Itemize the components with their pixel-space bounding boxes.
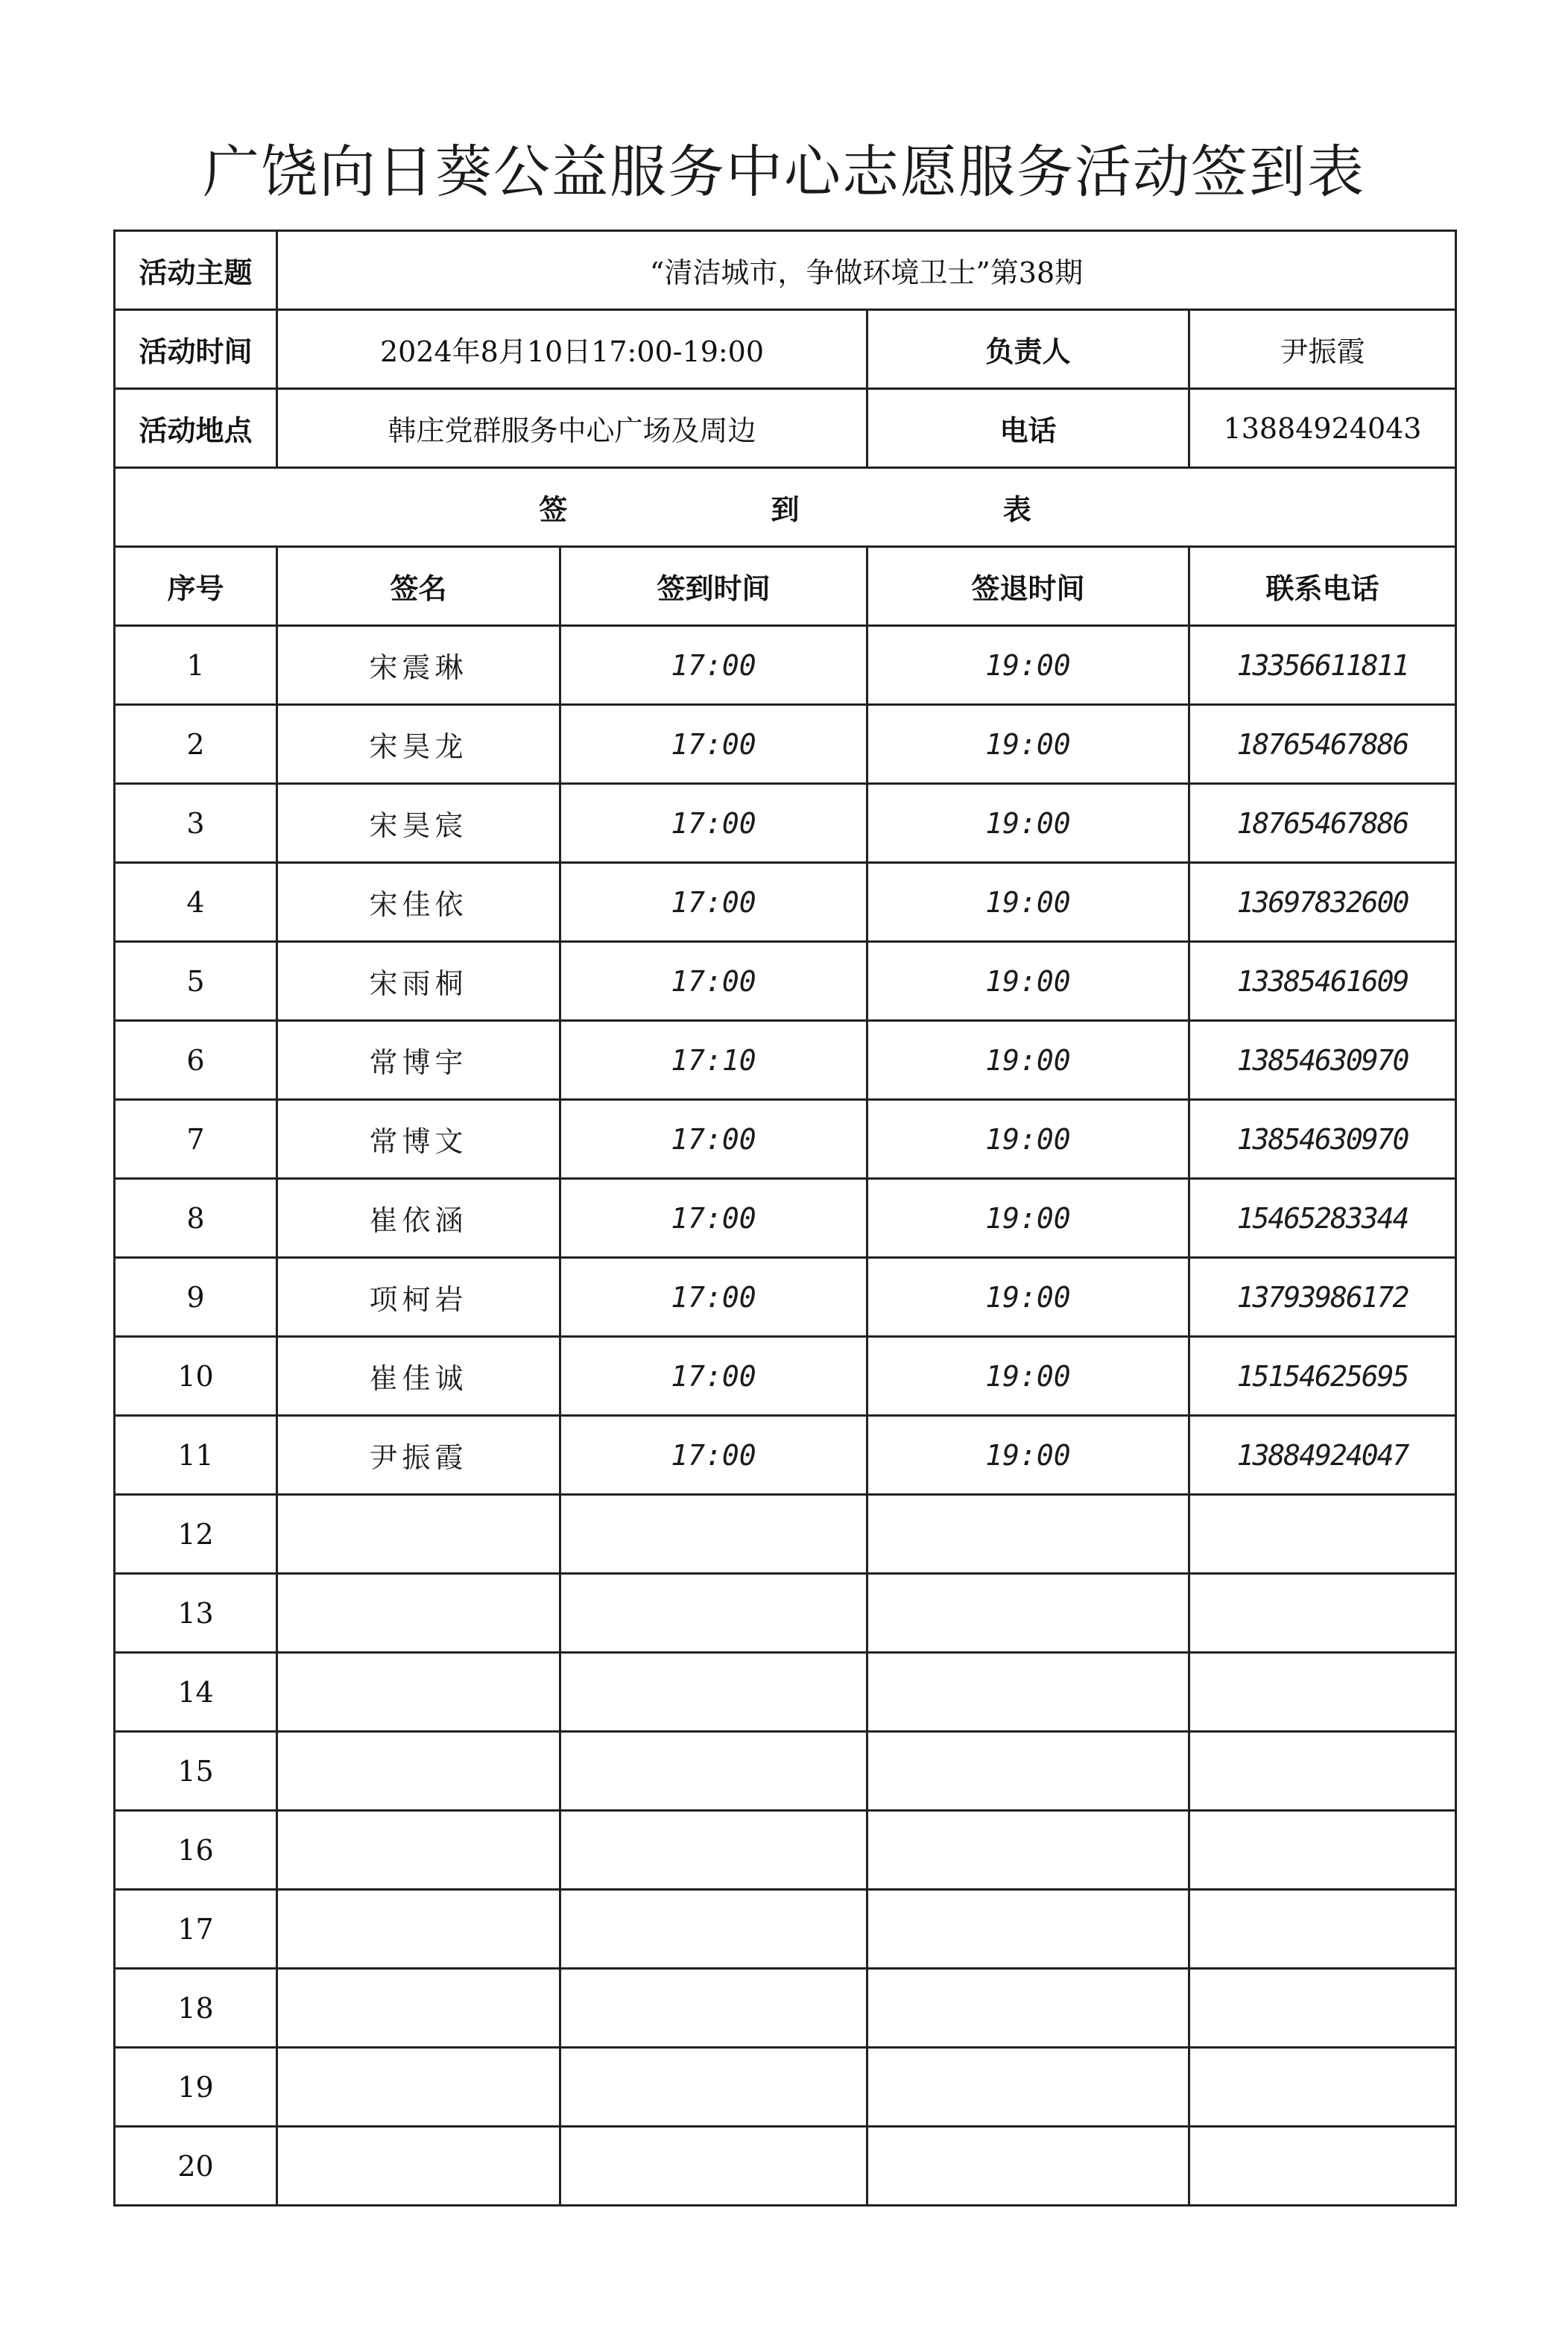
info-row-theme — [115, 231, 1456, 310]
signature — [277, 2127, 560, 2206]
section-title-char-2: 到 — [771, 493, 800, 526]
row-number: 13 — [115, 1574, 277, 1653]
contact-phone: 13356611811 — [1189, 626, 1456, 705]
phone-label: 电话 — [867, 389, 1189, 468]
sign-in-time: 17:00 — [560, 784, 867, 863]
contact-phone — [1189, 2048, 1456, 2127]
sign-in-time: 17:00 — [560, 705, 867, 784]
place-value: 韩庄党群服务中心广场及周边 — [277, 389, 867, 468]
sign-out-time — [867, 2048, 1189, 2127]
time-value: 2024年8月10日17:00-19:00 — [277, 310, 867, 389]
table-row — [115, 1890, 1456, 1969]
row-number: 1 — [115, 626, 277, 705]
signature: 项柯岩 — [277, 1258, 560, 1337]
row-number: 11 — [115, 1416, 277, 1495]
sign-out-time: 19:00 — [867, 705, 1189, 784]
signature — [277, 1890, 560, 1969]
sign-out-time: 19:00 — [867, 1416, 1189, 1495]
signature: 崔佳诚 — [277, 1337, 560, 1416]
row-number: 16 — [115, 1811, 277, 1890]
signature: 宋震琳 — [277, 626, 560, 705]
col-header-phone: 联系电话 — [1189, 547, 1456, 626]
table-row — [115, 942, 1456, 1021]
row-number: 15 — [115, 1732, 277, 1811]
contact-phone: 18765467886 — [1189, 784, 1456, 863]
row-number: 2 — [115, 705, 277, 784]
signature: 宋佳依 — [277, 863, 560, 942]
row-number: 19 — [115, 2048, 277, 2127]
time-label: 活动时间 — [115, 310, 277, 389]
theme-value: “清洁城市，争做环境卫士”第38期 — [277, 231, 1456, 310]
sign-in-time: 17:00 — [560, 626, 867, 705]
table-row — [115, 1495, 1456, 1574]
sign-out-time: 19:00 — [867, 942, 1189, 1021]
sign-out-time — [867, 1732, 1189, 1811]
phone-value: 13884924043 — [1189, 389, 1456, 468]
sign-in-time: 17:00 — [560, 1100, 867, 1179]
section-title-char-3: 表 — [1002, 493, 1031, 526]
contact-phone — [1189, 1811, 1456, 1890]
table-row — [115, 2048, 1456, 2127]
contact-phone: 13697832600 — [1189, 863, 1456, 942]
signature: 常博文 — [277, 1100, 560, 1179]
sign-in-time — [560, 1574, 867, 1653]
sign-out-time: 19:00 — [867, 1021, 1189, 1100]
page-title: 广饶向日葵公益服务中心志愿服务活动签到表 — [203, 139, 1365, 205]
table-row — [115, 1653, 1456, 1732]
table-row — [115, 1021, 1456, 1100]
sign-in-time — [560, 1732, 867, 1811]
table-row — [115, 1574, 1456, 1653]
table-row — [115, 1416, 1456, 1495]
column-header-row — [115, 547, 1456, 626]
sign-in-time: 17:00 — [560, 863, 867, 942]
col-header-name: 签名 — [277, 547, 560, 626]
contact-phone — [1189, 1574, 1456, 1653]
contact-phone: 15154625695 — [1189, 1337, 1456, 1416]
contact-phone — [1189, 2127, 1456, 2206]
signature: 宋昊龙 — [277, 705, 560, 784]
sign-in-time — [560, 1811, 867, 1890]
signature — [277, 1653, 560, 1732]
contact-phone: 13884924047 — [1189, 1416, 1456, 1495]
contact-phone: 13854630970 — [1189, 1021, 1456, 1100]
signature: 宋雨桐 — [277, 942, 560, 1021]
sign-in-table — [113, 230, 1457, 2207]
contact-phone: 18765467886 — [1189, 705, 1456, 784]
sign-out-time — [867, 1811, 1189, 1890]
info-row-time — [115, 310, 1456, 389]
contact-phone — [1189, 1732, 1456, 1811]
contact-phone: 13793986172 — [1189, 1258, 1456, 1337]
row-number: 5 — [115, 942, 277, 1021]
table-row — [115, 1100, 1456, 1179]
col-header-seq: 序号 — [115, 547, 277, 626]
sign-in-time: 17:00 — [560, 942, 867, 1021]
row-number: 7 — [115, 1100, 277, 1179]
theme-label: 活动主题 — [115, 231, 277, 310]
col-header-sign-in: 签到时间 — [560, 547, 867, 626]
row-number: 17 — [115, 1890, 277, 1969]
sign-in-time: 17:00 — [560, 1337, 867, 1416]
sign-out-time: 19:00 — [867, 1258, 1189, 1337]
row-number: 14 — [115, 1653, 277, 1732]
leader-value: 尹振霞 — [1189, 310, 1456, 389]
row-number: 20 — [115, 2127, 277, 2206]
row-number: 4 — [115, 863, 277, 942]
sign-in-time — [560, 1890, 867, 1969]
sign-in-time — [560, 1495, 867, 1574]
table-row — [115, 1179, 1456, 1258]
contact-phone — [1189, 1969, 1456, 2048]
info-row-place — [115, 389, 1456, 468]
table-row — [115, 705, 1456, 784]
sign-out-time — [867, 1574, 1189, 1653]
sign-out-time: 19:00 — [867, 784, 1189, 863]
row-number: 12 — [115, 1495, 277, 1574]
sign-in-time — [560, 1969, 867, 2048]
section-title — [115, 468, 1456, 547]
sign-in-time: 17:10 — [560, 1021, 867, 1100]
signature — [277, 1969, 560, 2048]
signature — [277, 1574, 560, 1653]
sign-in-time: 17:00 — [560, 1179, 867, 1258]
sign-out-time: 19:00 — [867, 626, 1189, 705]
sign-out-time: 19:00 — [867, 863, 1189, 942]
signature — [277, 1811, 560, 1890]
sign-in-time — [560, 2127, 867, 2206]
contact-phone — [1189, 1495, 1456, 1574]
sign-in-time: 17:00 — [560, 1258, 867, 1337]
row-number: 8 — [115, 1179, 277, 1258]
table-row — [115, 1811, 1456, 1890]
row-number: 18 — [115, 1969, 277, 2048]
row-number: 9 — [115, 1258, 277, 1337]
contact-phone: 15465283344 — [1189, 1179, 1456, 1258]
sign-out-time — [867, 1890, 1189, 1969]
row-number: 3 — [115, 784, 277, 863]
place-label: 活动地点 — [115, 389, 277, 468]
section-title-row — [115, 468, 1456, 547]
table-row — [115, 784, 1456, 863]
table-row — [115, 1337, 1456, 1416]
sign-out-time — [867, 1495, 1189, 1574]
section-title-char-1: 签 — [539, 493, 568, 526]
sign-out-time — [867, 2127, 1189, 2206]
sign-in-time — [560, 1653, 867, 1732]
contact-phone — [1189, 1653, 1456, 1732]
sign-in-time: 17:00 — [560, 1416, 867, 1495]
signature: 尹振霞 — [277, 1416, 560, 1495]
sign-out-time: 19:00 — [867, 1337, 1189, 1416]
sign-out-time — [867, 1969, 1189, 2048]
table-row — [115, 1258, 1456, 1337]
table-row — [115, 626, 1456, 705]
sign-out-time: 19:00 — [867, 1100, 1189, 1179]
sign-in-time — [560, 2048, 867, 2127]
table-row — [115, 863, 1456, 942]
row-number: 10 — [115, 1337, 277, 1416]
leader-label: 负责人 — [867, 310, 1189, 389]
row-number: 6 — [115, 1021, 277, 1100]
signature — [277, 2048, 560, 2127]
table-row — [115, 1732, 1456, 1811]
table-row — [115, 2127, 1456, 2206]
col-header-sign-out: 签退时间 — [867, 547, 1189, 626]
contact-phone: 13854630970 — [1189, 1100, 1456, 1179]
signature: 常博宇 — [277, 1021, 560, 1100]
contact-phone: 13385461609 — [1189, 942, 1456, 1021]
contact-phone — [1189, 1890, 1456, 1969]
sign-out-time: 19:00 — [867, 1179, 1189, 1258]
table-row — [115, 1969, 1456, 2048]
sign-out-time — [867, 1653, 1189, 1732]
signature — [277, 1732, 560, 1811]
signature: 崔依涵 — [277, 1179, 560, 1258]
signature: 宋昊宸 — [277, 784, 560, 863]
signature — [277, 1495, 560, 1574]
